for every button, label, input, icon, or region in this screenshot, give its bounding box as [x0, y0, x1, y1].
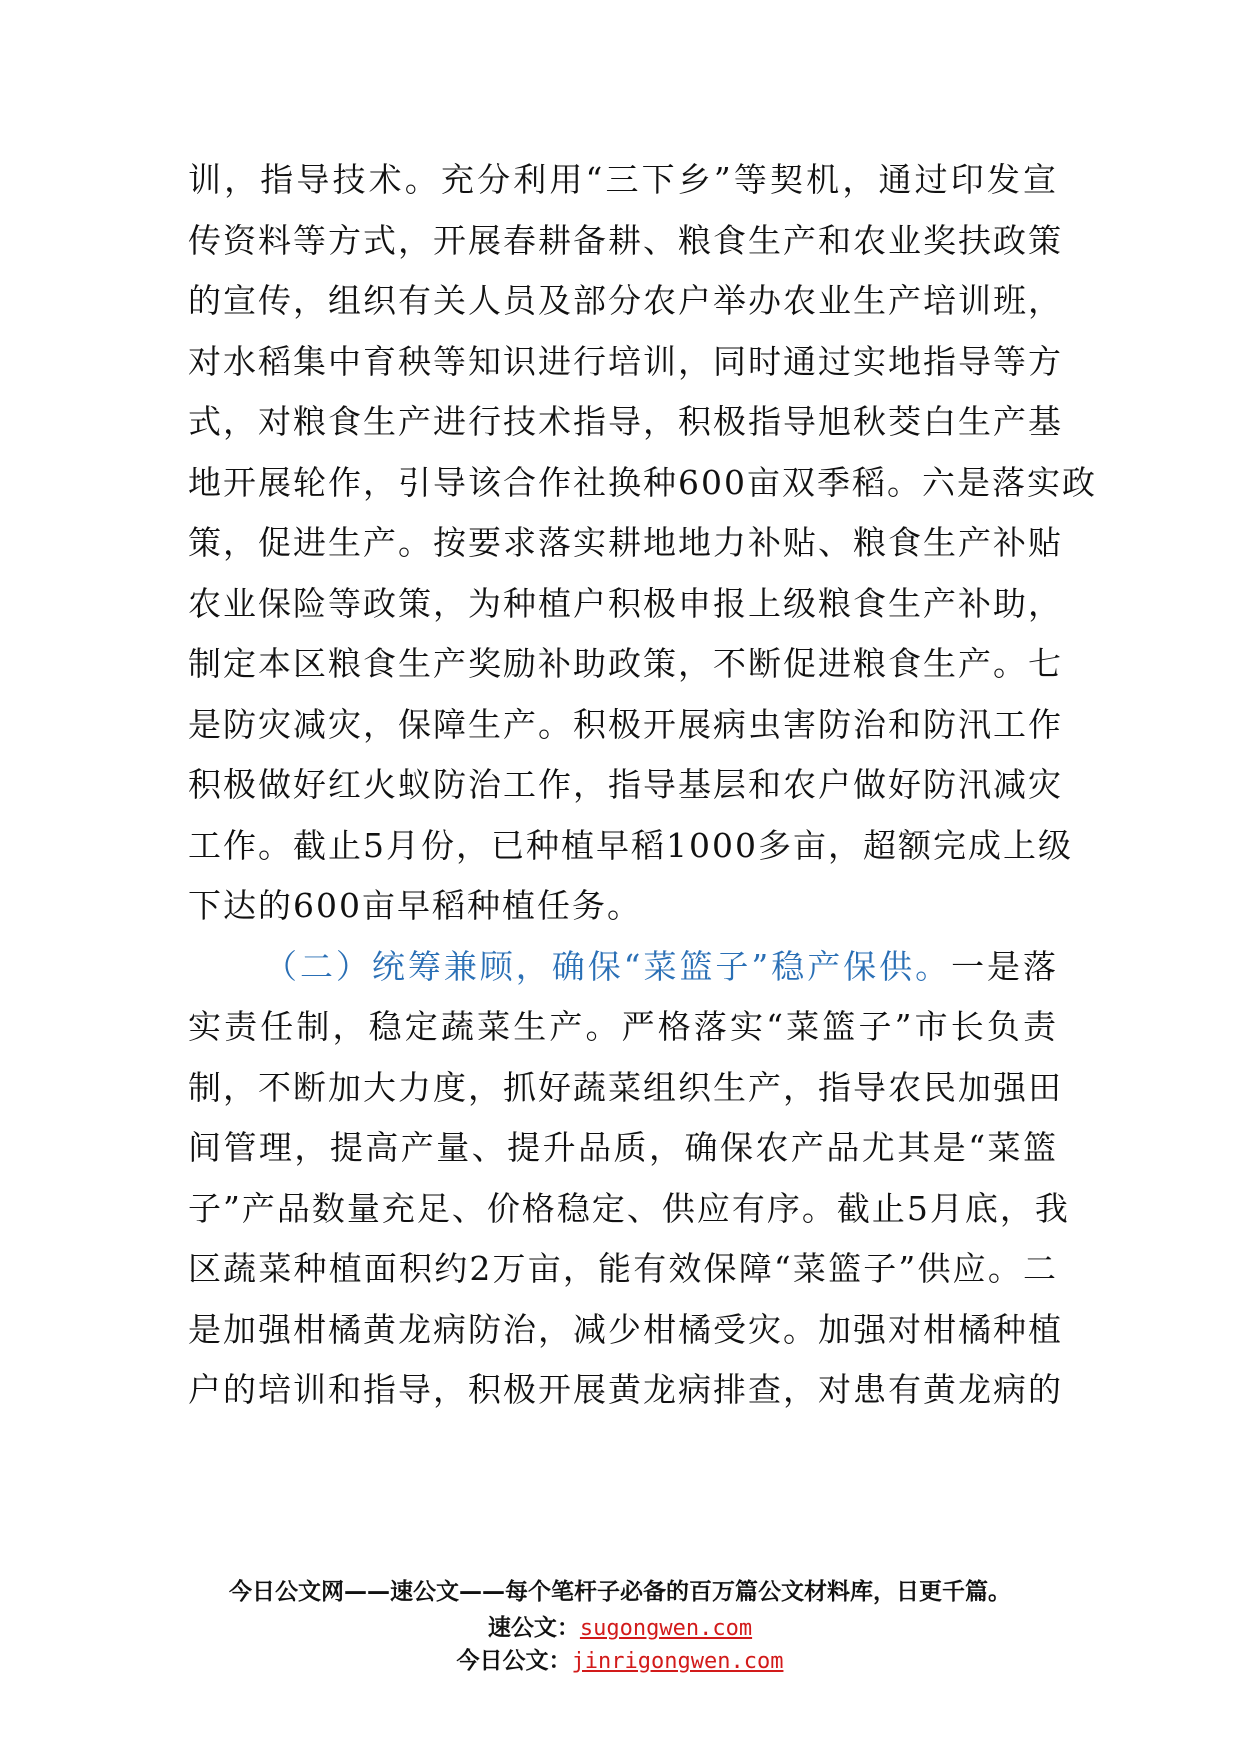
body2-line-4: 子”产品数量充足、价格稳定、供应有序。截止5月底，我 [188, 1188, 1070, 1228]
body2-line-6: 是加强柑橘黄龙病防治，减少柑橘受灾。加强对柑橘种植 [188, 1309, 1063, 1349]
body-line-1: 训，指导技术。充分利用“三下乡”等契机，通过印发宣 [188, 160, 1058, 199]
body-line-4: 对水稻集中育秧等知识进行培训，同时通过实地指导等方 [188, 341, 1063, 381]
body-line-2: 传资料等方式，开展春耕备耕、粮食生产和农业奖扶政策 [188, 220, 1063, 260]
footer-site-1-link[interactable]: sugongwen.com [579, 1616, 753, 1641]
body2-line-2: 制，不断加大力度，抓好蔬菜组织生产，指导农民加强田 [188, 1067, 1063, 1107]
body-line-11: 积极做好红火蚁防治工作，指导基层和农户做好防汛减灾 [188, 765, 1063, 804]
document-body [188, 150, 1097, 1421]
footer-slogan: 今日公文网——速公文——每个笔杆子必备的百万篇公文材料库，日更千篇。 [229, 1579, 1011, 1605]
footer-site-2 [0, 1645, 1240, 1678]
body-line-6: 地开展轮作，引导该合作社换种600亩双季稻。六是落实政 [188, 462, 1097, 502]
section-heading: （二）统筹兼顾，确保“菜篮子”稳产保供。 [264, 946, 952, 986]
body2-line-5: 区蔬菜种植面积约2万亩，能有效保障“菜篮子”供应。二 [188, 1249, 1058, 1288]
body2-line-3: 间管理，提高产量、提升品质，确保农产品尤其是“菜篮 [188, 1128, 1058, 1167]
body-line-13: 下达的600亩早稻种植任务。 [188, 886, 642, 925]
footer-site-2-label: 今日公文： [456, 1648, 572, 1674]
footer-site-1 [0, 1612, 1240, 1645]
body-line-10: 是防灾减灾，保障生产。积极开展病虫害防治和防汛工作 [188, 704, 1063, 744]
page-footer [0, 1572, 1240, 1678]
body2-line-1: 实责任制，稳定蔬菜生产。严格落实“菜篮子”市长负责 [188, 1007, 1058, 1046]
body-line-5: 式，对粮食生产进行技术指导，积极指导旭秋茭白生产基 [188, 402, 1063, 441]
footer-site-2-link[interactable]: jinrigongwen.com [571, 1649, 784, 1674]
body-line-12: 工作。截止5月份，已种植早稻1000多亩，超额完成上级 [188, 825, 1073, 865]
section-heading-tail: 一是落 [951, 946, 1058, 986]
body-line-3: 的宣传，组织有关人员及部分农户举办农业生产培训班， [188, 281, 1063, 320]
body2-line-7: 户的培训和指导，积极开展黄龙病排查，对患有黄龙病的 [188, 1370, 1063, 1409]
body-line-9: 制定本区粮食生产奖励补助政策，不断促进粮食生产。七 [188, 644, 1063, 683]
footer-site-1-label: 速公文： [487, 1615, 580, 1641]
body-line-7: 策，促进生产。按要求落实耕地地力补贴、粮食生产补贴 [188, 523, 1063, 562]
body-line-8: 农业保险等政策，为种植户积极申报上级粮食生产补助， [188, 583, 1063, 623]
section-heading-line [188, 937, 1058, 998]
